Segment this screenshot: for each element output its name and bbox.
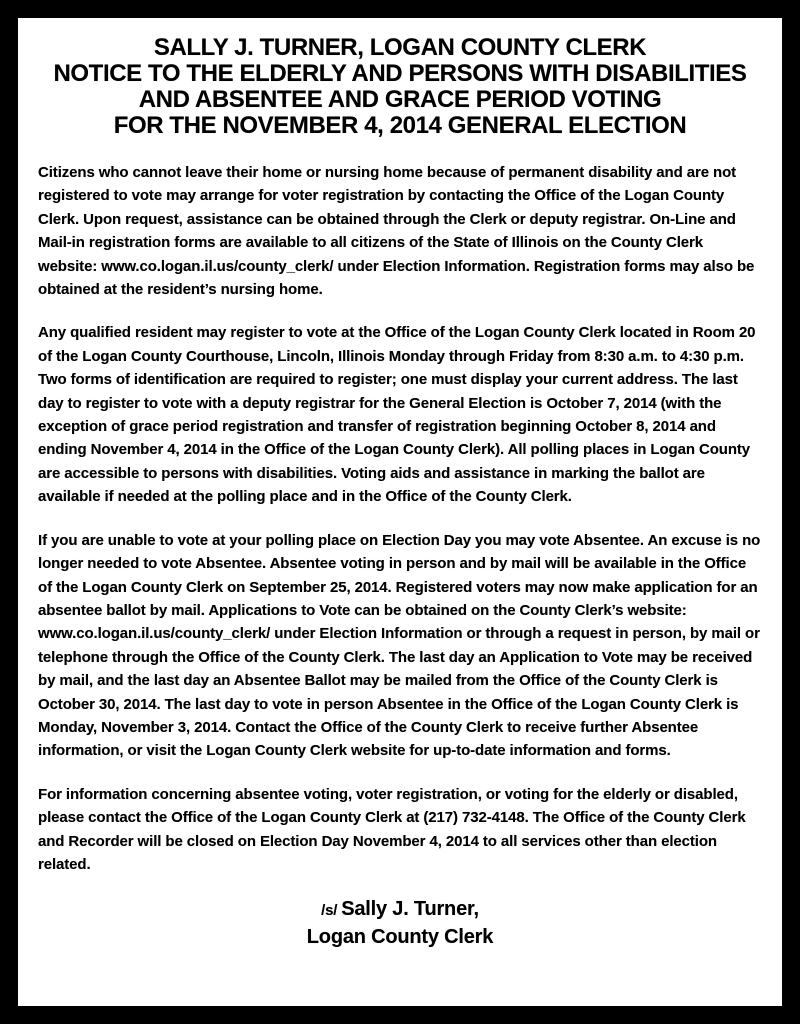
title-line-clerk-name: SALLY J. TURNER, LOGAN COUNTY CLERK bbox=[153, 34, 647, 61]
title-line-election-date: FOR THE NOVEMBER 4, 2014 GENERAL ELECTION bbox=[113, 112, 687, 139]
notice-title bbox=[38, 35, 762, 139]
paragraph-homebound-registration: Citizens who cannot leave their home or nursing home because of permanent disability and are not registered to vote may arrange for voter registration by contacting the Office of the Logan County Clerk. Upon request, assistance can be obtained through the Clerk or deputy registrar. On-Line and Mail-in registration forms are available to all citizens of the State of Illinois on the County Clerk website: www.co.logan.il.us/county_clerk/ under Election Information. Registration forms may also be obtained at the resident’s nursing home. bbox=[38, 164, 755, 299]
notice-page bbox=[18, 18, 782, 1006]
paragraph-office-registration: Any qualified resident may register to vote at the Office of the Logan County Clerk located in Room 20 of the Logan County Courthouse, Lincoln, Illinois Monday through Friday from 8:30 a.m. to 4:30 p.m. Two forms of identification are required to register; one must display your current address. The last day to register to vote with a deputy registrar for the General Election is October 7, 2014 (with the exception of grace period registration and transfer of registration beginning October 8, 2014 and ending November 4, 2014 in the Office of the Logan County Clerk). All polling places in Logan County are accessible to persons with disabilities. Voting aids and assistance in marking the ballot are available if needed at the polling place and in the Office of the County Clerk. bbox=[38, 324, 756, 506]
paragraph-absentee-voting: If you are unable to vote at your polling place on Election Day you may vote Absentee. An excuse is no longer needed to vote Absentee. Absentee voting in person and by mail will be available in the Office of the Logan County Clerk on September 25, 2014. Registered voters may now make application for an absentee ballot by mail. Applications to Vote can be obtained on the County Clerk’s website: www.co.logan.il.us/county_clerk/ under Election Information or through a request in person, by mail or telephone through the Office of the County Clerk. The last day an Application to Vote may be received by mail, and the last day an Absentee Ballot may be mailed from the Office of the County Clerk is October 30, 2014. The last day to vote in person Absentee in the Office of the Logan County Clerk is Monday, November 3, 2014. Contact the Office of the County Clerk to receive further Absentee information, or visit the Logan County Clerk website for up-to-date information and forms. bbox=[38, 531, 761, 760]
signature-block bbox=[38, 896, 762, 950]
paragraph-contact-information: For information concerning absentee voting, voter registration, or voting for the elderly or disabled, please contact the Office of the Logan County Clerk at (217) 732-4148. The Office of the County Clerk and Recorder will be closed on Election Day November 4, 2014 to all services other than election related. bbox=[38, 785, 746, 873]
title-line-voting-types: AND ABSENTEE AND GRACE PERIOD VOTING bbox=[138, 86, 662, 113]
signature-name: Sally J. Turner, bbox=[341, 898, 479, 921]
notice-body bbox=[38, 161, 762, 876]
signature-s-mark: /s/ bbox=[321, 902, 338, 920]
signature-role: Logan County Clerk bbox=[306, 926, 494, 949]
signature-name-line bbox=[38, 896, 762, 924]
title-line-notice-audience: NOTICE TO THE ELDERLY AND PERSONS WITH DISABILITIES bbox=[53, 60, 747, 87]
